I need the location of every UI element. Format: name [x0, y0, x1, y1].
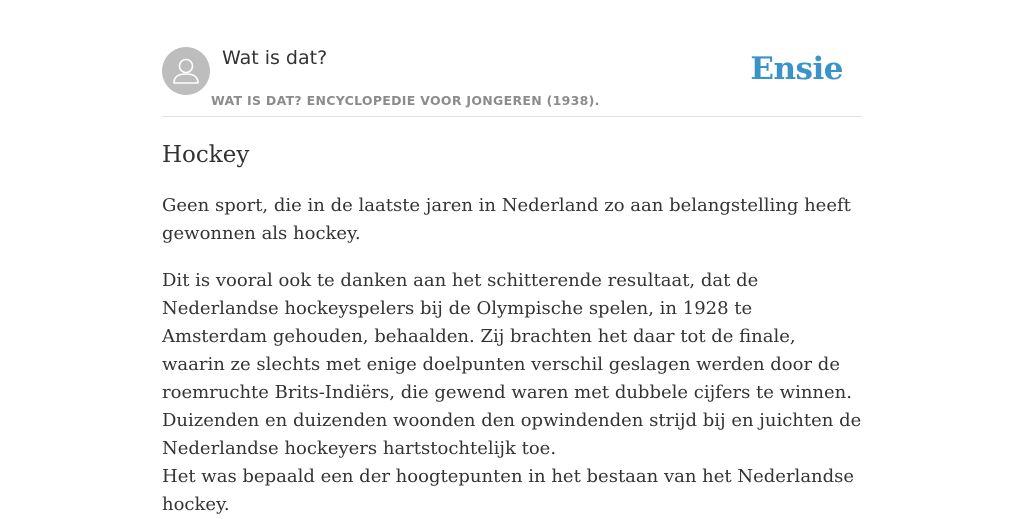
avatar[interactable]: [162, 47, 210, 95]
user-icon: [162, 47, 210, 95]
page-header: [162, 46, 862, 117]
article-paragraph: Geen sport, die in de laatste jaren in Nederland zo aan belangstelling heeft gewonnen als hockey.: [162, 195, 851, 244]
article-title: Hockey: [162, 142, 250, 168]
article-paragraph: Dit is vooral ook te danken aan het schitterende resultaat, dat de Nederlandse hockeyspelers bij de Olympische spelen, in 1928 te Amsterdam gehouden, behaalden. Zij brachten het daar tot de finale, waarin ze slechts met enige doelpunten verschil geslagen werden door de roemruchte Brits-Indiërs, die gewend waren met dubbele cijfers te winnen. Duizenden en duizenden woonden den opwindenden strijd bij en juichten de Nederlandse hockeyers hartstochtelijk toe. Het was bepaald een der hoogtepunten in het bestaan van het Nederlandse hockey.: [162, 270, 862, 515]
brand-logo[interactable]: Ensie: [750, 51, 843, 87]
source-label: WAT IS DAT? ENCYCLOPEDIE VOOR JONGEREN (1938).: [211, 93, 600, 108]
article: [162, 140, 862, 515]
author-name[interactable]: Wat is dat?: [222, 47, 328, 69]
